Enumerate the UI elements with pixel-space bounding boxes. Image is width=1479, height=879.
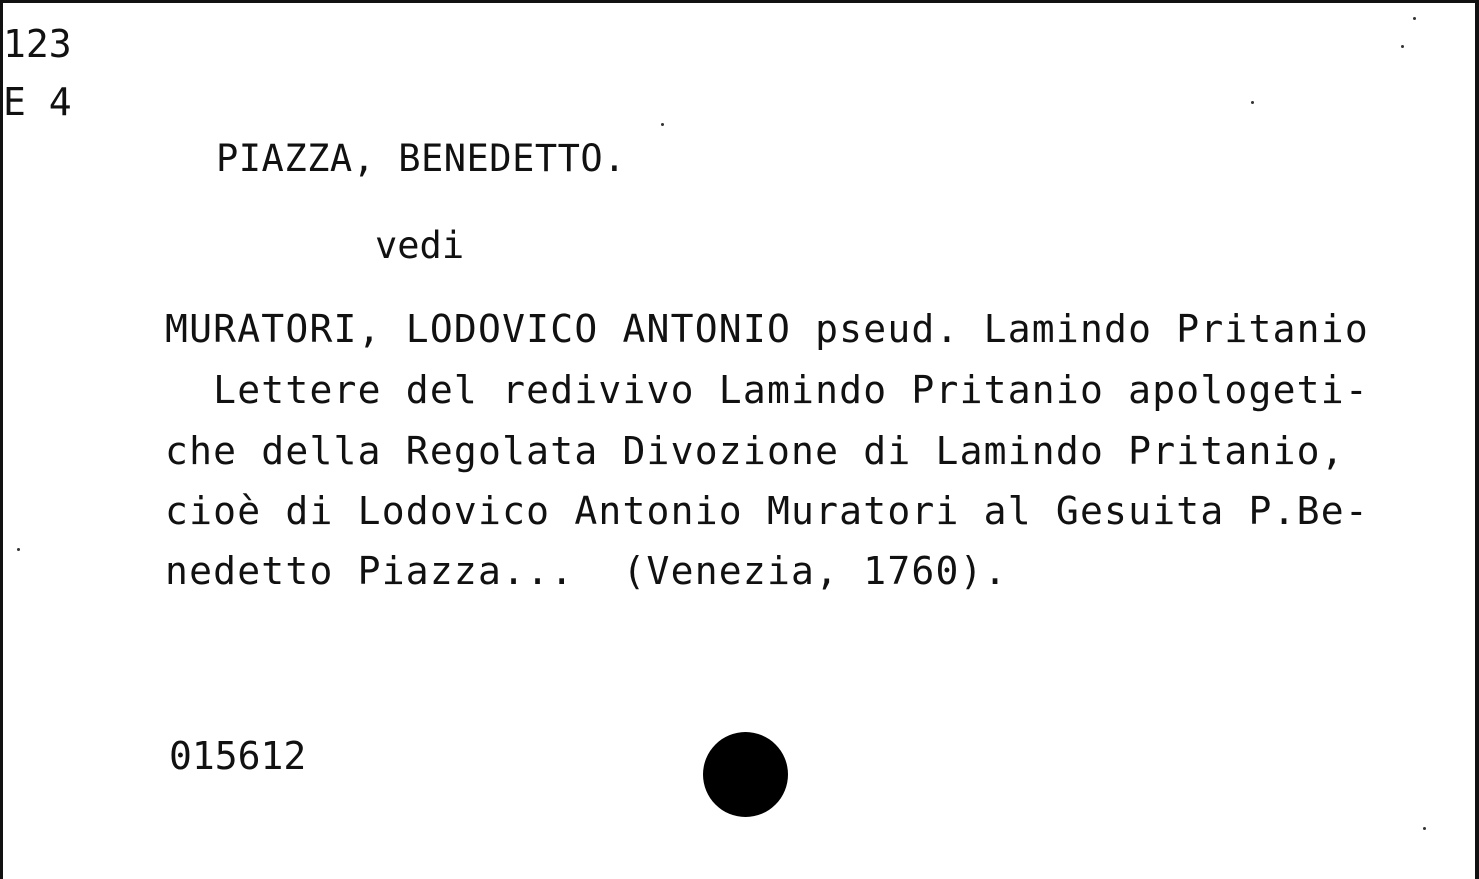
speck-mark xyxy=(1401,45,1404,48)
entry-line-3: che della Regolata Divozione di Lamindo Pritanio, xyxy=(165,429,1345,473)
call-number-line-1: 123 xyxy=(3,22,72,66)
call-number-line-2: E 4 xyxy=(3,80,72,124)
speck-mark xyxy=(17,548,20,551)
speck-mark xyxy=(1251,101,1254,104)
accession-number: 015612 xyxy=(169,734,307,778)
speck-mark xyxy=(1413,17,1416,20)
punch-hole xyxy=(703,732,788,817)
see-reference: vedi xyxy=(375,224,465,267)
entry-line-2: Lettere del redivivo Lamindo Pritanio apologeti- xyxy=(165,368,1369,412)
entry-line-1: MURATORI, LODOVICO ANTONIO pseud. Lamindo Pritanio xyxy=(165,307,1369,351)
speck-mark xyxy=(1423,827,1426,830)
speck-mark xyxy=(661,123,664,126)
entry-line-4: cioè di Lodovico Antonio Muratori al Gesuita P.Be- xyxy=(165,489,1369,533)
heading-name: PIAZZA, BENEDETTO. xyxy=(216,137,626,180)
entry-line-5: nedetto Piazza... (Venezia, 1760). xyxy=(165,549,1008,593)
